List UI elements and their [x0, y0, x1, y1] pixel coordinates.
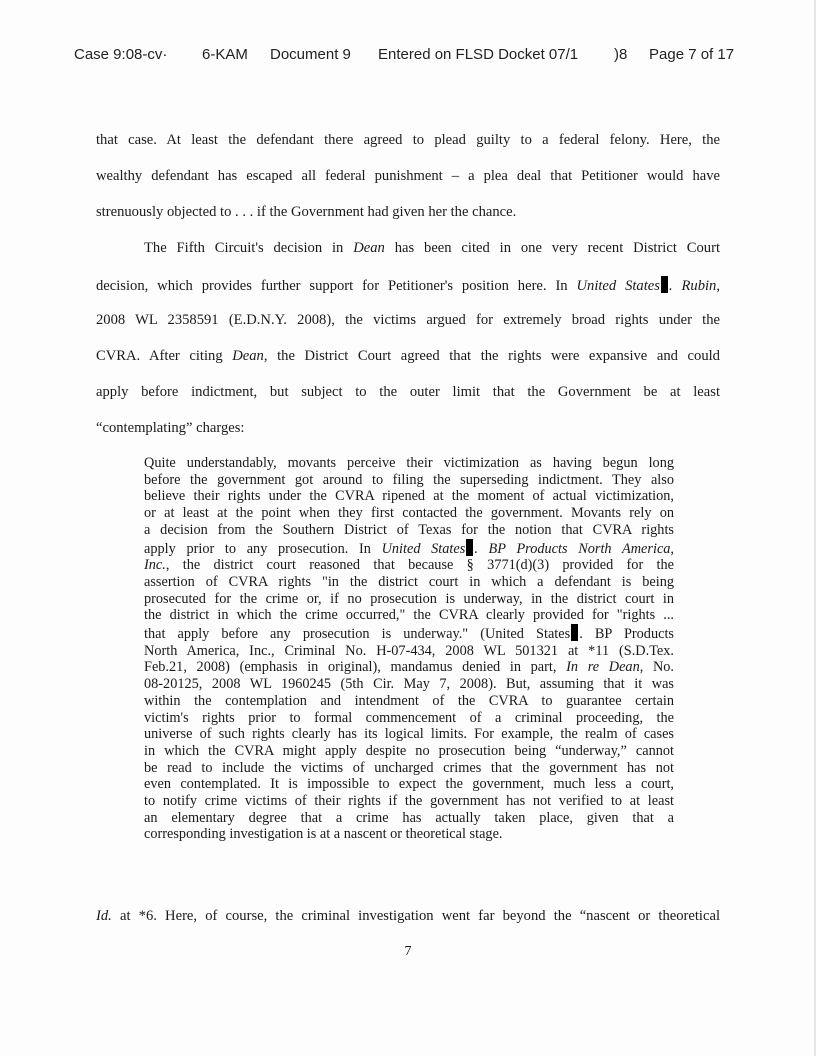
page-number: 7: [404, 944, 412, 959]
quote-line: to notify crime victims of their rights if the government has not verified to at least: [144, 793, 674, 810]
quote-line: in which the CVRA might apply despite no prosecution being “underway,” cannot: [144, 742, 674, 759]
quote-line: apply prior to any prosecution. In United States . BP Products North America,: [144, 540, 675, 557]
quote-line: North America, Inc., Criminal No. H-07-434, 2008 WL 501321 at *11 (S.D.Tex.: [144, 642, 674, 659]
paragraph-line: that case. At least the defendant there agreed to plead guilty to a federal felony. Here, the: [96, 132, 720, 148]
block-quote: [144, 455, 674, 843]
redaction-bar: [571, 624, 578, 641]
quote-line: or at least at the point when they first contacted the government. Movants rely on: [144, 505, 674, 522]
page-count: Page 7 of 17: [649, 46, 735, 63]
quote-line: universe of such rights clearly has its logical limits. For example, the realm of cases: [144, 726, 674, 743]
redaction-bar: [466, 539, 473, 556]
case-number-suffix: 6-KAM: [202, 46, 248, 63]
quote-line: assertion of CVRA rights "in the district court in which a defendant is being: [144, 573, 674, 590]
quote-line: be read to include the victims of uncharged crimes that the government has not: [144, 759, 674, 776]
paragraph-line: Id. at *6. Here, of course, the criminal investigation went far beyond the “nascent or theoretical: [96, 908, 720, 924]
paragraph-line: CVRA. After citing Dean, the District Court agreed that the rights were expansive and could: [96, 348, 720, 364]
redaction-bar: [661, 276, 668, 293]
paragraph-line: “contemplating” charges:: [96, 420, 245, 436]
quote-line: victim's rights prior to formal commencement of a criminal proceeding, the: [144, 709, 674, 726]
quote-line: before the government got around to filing the superseding indictment. They also: [144, 471, 674, 488]
quote-line: prosecuted for the crime or, if no prosecution is underway, in the district court in: [144, 590, 674, 607]
quote-line: even contemplated. It is impossible to expect the government, much less a court,: [144, 776, 674, 793]
quote-line: an elementary degree that a crime has actually taken place, given that a: [144, 809, 674, 826]
quote-line: believe their rights under the CVRA ripened at the moment of actual victimization,: [144, 488, 674, 505]
quote-line: the district in which the crime occurred," the CVRA clearly provided for "rights ...: [144, 607, 674, 624]
case-number: Case 9:08-cv·: [74, 46, 168, 63]
paragraph-line: apply before indictment, but subject to the outer limit that the Government be at least: [96, 384, 720, 400]
quote-line: 08-20125, 2008 WL 1960245 (5th Cir. May 7, 2008). But, assuming that it was: [144, 676, 674, 693]
paragraph-line: 2008 WL 2358591 (E.D.N.Y. 2008), the victims argued for extremely broad rights under the: [96, 312, 720, 328]
paragraph-line: wealthy defendant has escaped all federal punishment – a plea deal that Petitioner would have: [96, 168, 720, 184]
quote-line: that apply before any prosecution is underway." (United States . BP Products: [144, 626, 674, 643]
quote-line: within the contemplation and intendment of the CVRA to guarantee certain: [144, 692, 674, 709]
paragraph-line: decision, which provides further support for Petitioner's position here. In United States . Rubin,: [96, 278, 720, 294]
docket-entry: Entered on FLSD Docket 07/1: [378, 46, 579, 63]
quote-line: Quite understandably, movants perceive their victimization as having begun long: [144, 455, 674, 471]
paragraph-line: strenuously objected to . . . if the Government had given her the chance.: [96, 204, 517, 220]
quote-line: a decision from the Southern District of Texas for the notion that CVRA rights: [144, 521, 674, 538]
quote-line: corresponding investigation is at a nascent or theoretical stage.: [144, 826, 503, 843]
paragraph-line: The Fifth Circuit's decision in Dean has been cited in one very recent District Court: [144, 240, 720, 256]
document-number: Document 9: [270, 46, 351, 63]
quote-line: Inc., the district court reasoned that because § 3771(d)(3) provided for the: [144, 557, 674, 574]
docket-entry-suffix: )8: [614, 46, 628, 63]
quote-line: Feb.21, 2008) (emphasis in original), mandamus denied in part, In re Dean, No.: [144, 659, 675, 676]
